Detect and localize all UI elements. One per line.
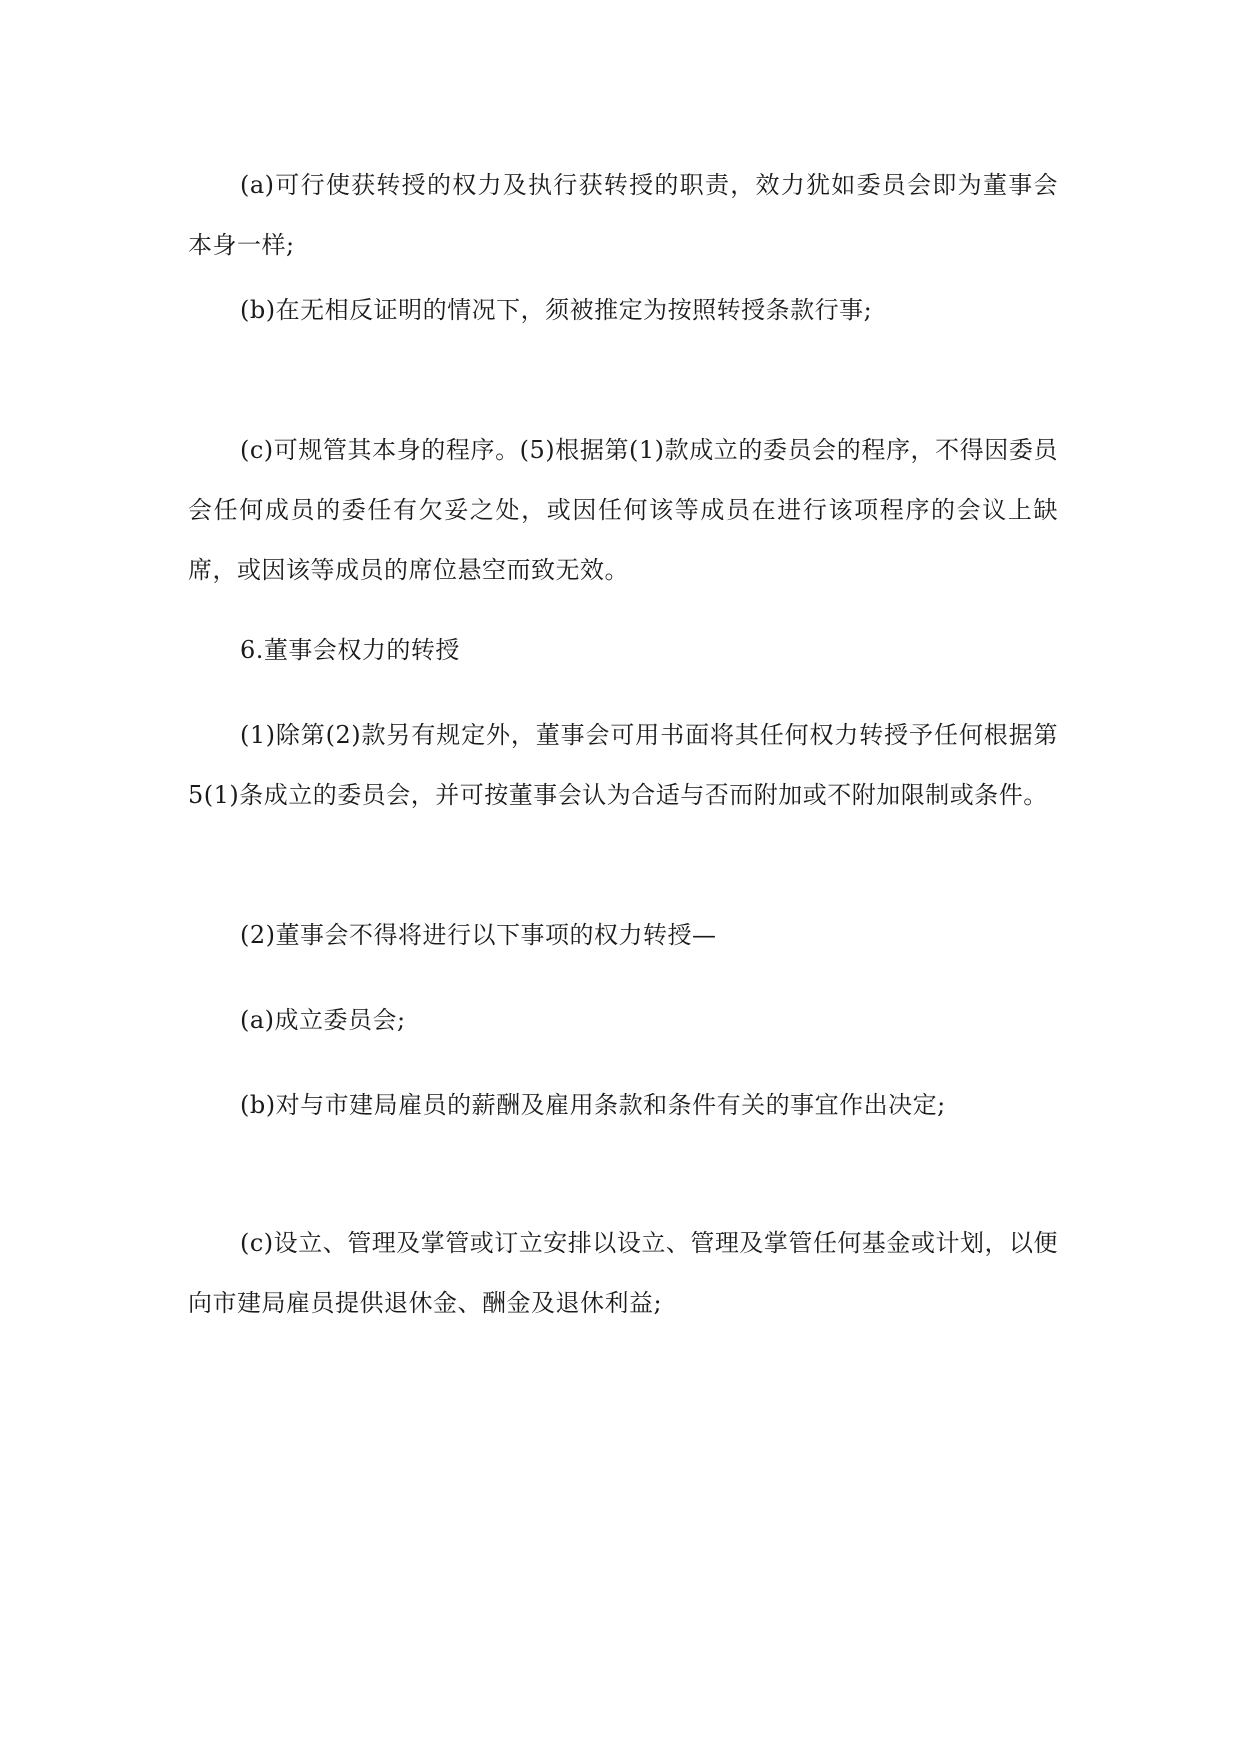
paragraph-a-delegated-powers: (a)可行使获转授的权力及执行获转授的职责，效力犹如委员会即为董事会本身一样;: [188, 171, 1058, 259]
section-heading-6: 6.董事会权力的转授: [240, 636, 460, 664]
paragraph-b-presumption: (b)在无相反证明的情况下，须被推定为按照转授条款行事;: [240, 296, 873, 324]
paragraph-b-remuneration: (b)对与市建局雇员的薪酬及雇用条款和条件有关的事宜作出决定;: [240, 1091, 946, 1119]
paragraph-a-committees: (a)成立委员会;: [240, 1006, 406, 1034]
paragraph-1-delegation: (1)除第(2)款另有规定外，董事会可用书面将其任何权力转授予任何根据第5(1)条成立的委员会，并可按董事会认为合适与否而附加或不附加限制或条件。: [188, 721, 1058, 809]
paragraph-c-procedure: (c)可规管其本身的程序。(5)根据第(1)款成立的委员会的程序，不得因委员会任何成员的委任有欠妥之处，或因任何该等成员在进行该项程序的会议上缺席，或因该等成员的席位悬空而致无效。: [188, 436, 1058, 584]
paragraph-2-restrictions: (2)董事会不得将进行以下事项的权力转授—: [240, 921, 717, 949]
paragraph-c-pension-funds: (c)设立、管理及掌管或订立安排以设立、管理及掌管任何基金或计划，以便向市建局雇员提供退休金、酬金及退休利益;: [188, 1229, 1058, 1317]
